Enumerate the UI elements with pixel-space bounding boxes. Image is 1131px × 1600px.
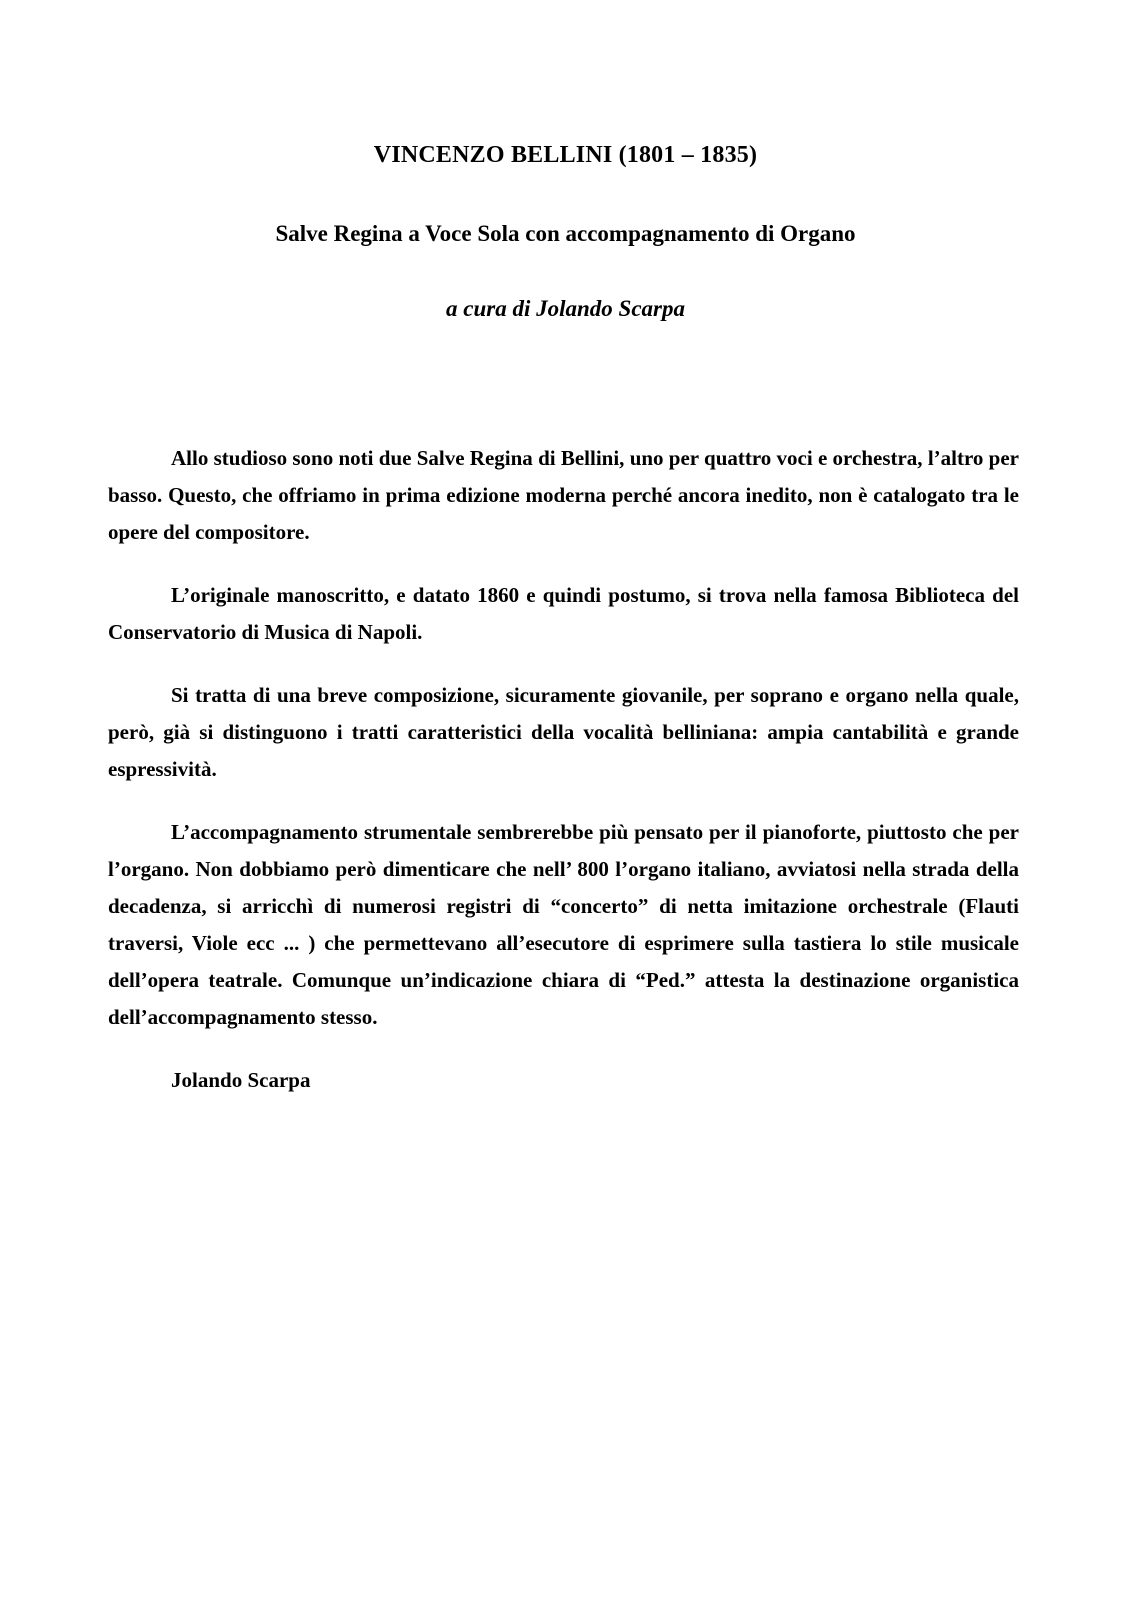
signature: Jolando Scarpa — [171, 1068, 311, 1092]
document-title: VINCENZO BELLINI (1801 – 1835) — [373, 142, 758, 168]
document-body — [108, 440, 1019, 1099]
paragraph-1: Allo studioso sono noti due Salve Regina di Bellini, uno per quattro voci e orchestra, l’altro per basso. Questo, che offriamo in prima edizione moderna perché ancora inedito, non è catalogato tra le opere del compositore. — [108, 446, 1019, 544]
paragraph-4: L’accompagnamento strumentale sembrerebbe più pensato per il pianoforte, piuttosto che per l’organo. Non dobbiamo però dimenticare che nell’ 800 l’organo italiano, avviatosi nella strada della decadenza, si arricchì di numerosi registri di “concerto” di netta imitazione orchestrale (Flauti traversi, Viole ecc ... ) che permettevano all’esecutore di esprimere sulla tastiera lo stile musicale dell’opera teatrale. Comunque un’indicazione chiara di “Ped.” attesta la destinazione organistica dell’accompagnamento stesso. — [108, 820, 1019, 1029]
paragraph-2: L’originale manoscritto, e datato 1860 e quindi postumo, si trova nella famosa Biblioteca del Conservatorio di Musica di Napoli. — [108, 583, 1019, 644]
curator-line: a cura di Jolando Scarpa — [446, 296, 685, 321]
document-subtitle: Salve Regina a Voce Sola con accompagnamento di Organo — [275, 221, 856, 246]
paragraph-3: Si tratta di una breve composizione, sicuramente giovanile, per soprano e organo nella quale, però, già si distinguono i tratti caratteristici della vocalità belliniana: ampia cantabilità e grande espressività. — [108, 683, 1019, 781]
